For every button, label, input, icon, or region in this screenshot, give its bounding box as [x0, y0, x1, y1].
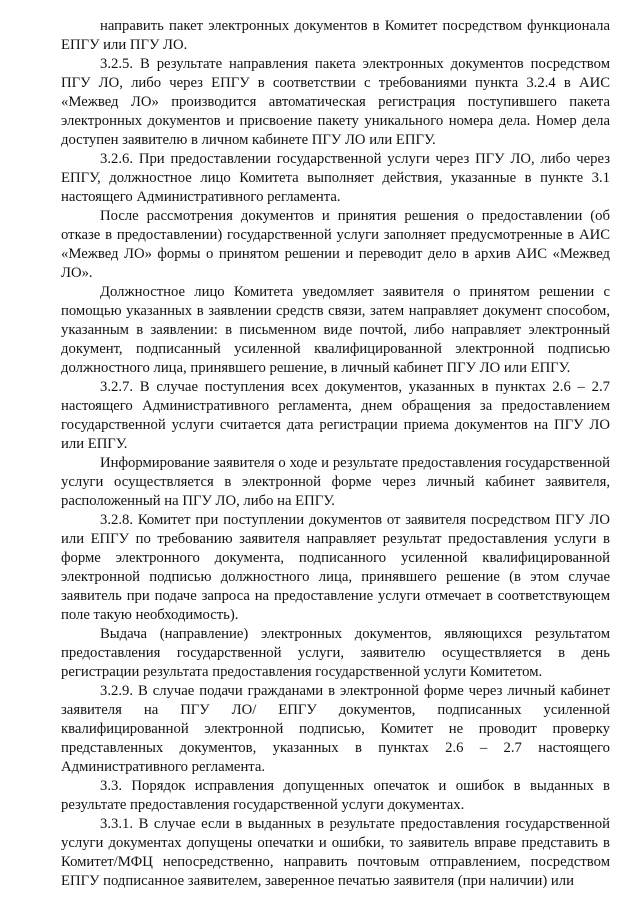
- paragraph-issuance: Выдача (направление) электронных документов, являющихся результатом предоставления государственной услуги, заявителю осуществляется в день регистрации результата предоставления государственной услуги Комитетом.: [61, 626, 610, 680]
- paragraph-intro-continuation: направить пакет электронных документов в Комитет посредством функционала ЕПГУ или ПГУ ЛО.: [61, 18, 610, 53]
- paragraph-3-2-5: 3.2.5. В результате направления пакета электронных документов посредством ПГУ ЛО, либо через ЕПГУ в соответствии с требованиями пункта 3.2.4 в АИС «Межвед ЛО» производится автоматическая регистрация поступившего пакета электронных документов и присвоение пакету уникального номера дела. Номер дела доступен заявителю в личном кабинете ПГУ ЛО или ЕПГУ.: [61, 56, 610, 148]
- paragraph-3-2-8: 3.2.8. Комитет при поступлении документов от заявителя посредством ПГУ ЛО или ЕПГУ по требованию заявителя направляет результат предоставления услуги в форме электронного документа, подписанного усиленной квалифицированной электронной подписью должностного лица, принявшего решение (в этом случае заявитель при подаче запроса на предоставление услуги отмечает в соответствующем поле такую необходимость).: [61, 512, 610, 623]
- paragraph-notification: Должностное лицо Комитета уведомляет заявителя о принятом решении с помощью указанных в заявлении средств связи, затем направляет документ способом, указанным в заявлении: в письменном виде почтой, либо направляет электронный документ, подписанный усиленной квалифицированной электронной подписью должностного лица, принявшего решение, в личный кабинет ПГУ ЛО или ЕПГУ.: [61, 284, 610, 376]
- paragraph-3-2-9: 3.2.9. В случае подачи гражданами в электронной форме через личный кабинет заявителя на ПГУ ЛО/ ЕПГУ документов, подписанных усиленной квалифицированной электронной подписью, Комитет не проводит проверку представленных документов, указанных в пунктах 2.6 – 2.7 настоящего Административного регламента.: [61, 683, 610, 775]
- paragraph-3-2-6: 3.2.6. При предоставлении государственной услуги через ПГУ ЛО, либо через ЕПГУ, должностное лицо Комитета выполняет действия, указанные в пункте 3.1 настоящего Административного регламента.: [61, 151, 610, 205]
- paragraph-informing: Информирование заявителя о ходе и результате предоставления государственной услуги осуществляется в электронной форме через личный кабинет заявителя, расположенный на ПГУ ЛО, либо на ЕПГУ.: [61, 455, 610, 509]
- paragraph-decision-registration: После рассмотрения документов и принятия решения о предоставлении (об отказе в предоставлении) государственной услуги заполняет предусмотренные в АИС «Межвед ЛО» формы о принятом решении и переводит дело в архив АИС «Межвед ЛО».: [61, 208, 610, 281]
- document-page: [61, 17, 610, 891]
- paragraph-3-3: 3.3. Порядок исправления допущенных опечаток и ошибок в выданных в результате предоставления государственной услуги документах.: [61, 778, 610, 813]
- paragraph-3-2-7: 3.2.7. В случае поступления всех документов, указанных в пунктах 2.6 – 2.7 настоящего Административного регламента, днем обращения за предоставлением государственной услуги считается дата регистрации приема документов на ПГУ ЛО или ЕПГУ.: [61, 379, 610, 452]
- paragraph-3-3-1: 3.3.1. В случае если в выданных в результате предоставления государственной услуги документах допущены опечатки и ошибки, то заявитель вправе представить в Комитет/МФЦ непосредственно, направить почтовым отправлением, посредством ЕПГУ подписанное заявителем, заверенное печатью заявителя (при наличии) или: [61, 816, 610, 889]
